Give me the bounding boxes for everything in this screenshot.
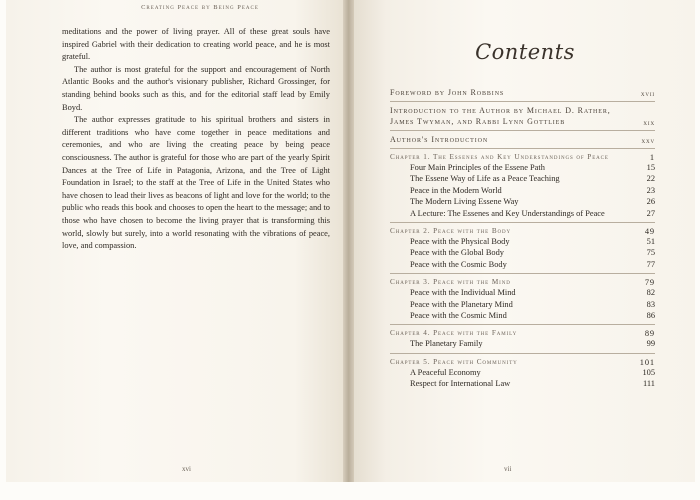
- toc-section-label: Peace in the Modern World: [410, 185, 502, 195]
- toc-chapter-label: Chapter 1. The Essenes and Key Understandings of Peace: [390, 153, 609, 161]
- toc-entry-label: Foreword by John Robbins: [390, 88, 505, 97]
- toc-section-page: 86: [646, 311, 655, 321]
- acknowledgments-text: [62, 26, 330, 253]
- toc-section-page: 75: [646, 248, 655, 258]
- running-head: Creating Peace by Being Peace: [141, 4, 259, 11]
- toc-section[interactable]: [390, 287, 655, 298]
- toc-section-page: 26: [646, 197, 655, 207]
- toc-section[interactable]: [390, 173, 655, 184]
- divider: [390, 101, 655, 102]
- toc-section-label: A Lecture: The Essenes and Key Understandings of Peace: [410, 208, 605, 218]
- toc-section-label: Peace with the Individual Mind: [410, 288, 516, 298]
- toc-chapter-page: 1: [649, 153, 655, 162]
- page-number-right: vii: [504, 465, 512, 473]
- divider: [390, 222, 655, 223]
- table-of-contents: [390, 87, 655, 390]
- divider: [390, 273, 655, 274]
- toc-chapter-page: 79: [644, 278, 655, 288]
- toc-section[interactable]: [390, 367, 655, 378]
- toc-section[interactable]: [390, 247, 655, 258]
- toc-section-label: Peace with the Cosmic Mind: [410, 311, 507, 321]
- toc-chapter-5[interactable]: [390, 357, 655, 367]
- toc-section[interactable]: [390, 378, 655, 389]
- toc-section-label: Four Main Principles of the Essene Path: [410, 163, 545, 172]
- toc-section-page: 105: [642, 367, 655, 377]
- divider: [390, 353, 655, 354]
- toc-chapter-page: 101: [639, 357, 655, 367]
- toc-section[interactable]: [390, 162, 655, 173]
- toc-section-label: Peace with the Planetary Mind: [410, 299, 513, 309]
- toc-section-label: Peace with the Physical Body: [410, 237, 510, 247]
- toc-chapter-page: 49: [644, 227, 655, 237]
- toc-section-page: 77: [646, 259, 655, 269]
- toc-section[interactable]: [390, 208, 655, 219]
- book-gutter: [343, 0, 354, 482]
- toc-chapter-2[interactable]: [390, 226, 655, 236]
- toc-entry[interactable]: [390, 134, 655, 145]
- toc-chapter-3[interactable]: [390, 277, 655, 287]
- toc-section-page: 15: [646, 163, 655, 172]
- toc-chapter-label: Chapter 2. Peace with the Body: [390, 227, 512, 236]
- toc-entry[interactable]: [390, 87, 655, 98]
- toc-entry-label: Author's Introduction: [390, 135, 489, 144]
- toc-section-label: Peace with the Cosmic Body: [410, 259, 507, 269]
- toc-chapter-label: Chapter 5. Peace with Community: [390, 357, 518, 366]
- toc-section-label: The Planetary Family: [410, 339, 483, 349]
- toc-section-page: 99: [646, 339, 655, 349]
- toc-entry-page: xvii: [640, 89, 655, 98]
- paragraph: meditations and the power of living prayer. All of these great souls have inspired Gabriel with their dedication to creating world peace, and he is most grateful.: [62, 27, 330, 62]
- toc-entry-page: xix: [643, 118, 655, 127]
- toc-section[interactable]: [390, 236, 655, 247]
- toc-entry-label: Introduction to the Author by Michael D. Rather, James Twyman, and Rabbi Lynn Gottlieb: [390, 106, 611, 126]
- toc-section-label: The Essene Way of Life as a Peace Teaching: [410, 174, 560, 184]
- toc-entry[interactable]: [390, 105, 655, 127]
- toc-section-page: 27: [646, 208, 655, 218]
- divider: [390, 130, 655, 131]
- toc-section-label: Peace with the Global Body: [410, 248, 504, 258]
- divider: [390, 324, 655, 325]
- toc-entry-page: xxv: [641, 136, 655, 145]
- toc-section[interactable]: [390, 299, 655, 310]
- toc-section-page: 82: [646, 288, 655, 298]
- toc-section-label: A Peaceful Economy: [410, 367, 481, 377]
- toc-chapter-page: 89: [644, 329, 655, 339]
- toc-section-page: 51: [646, 237, 655, 247]
- contents-title: Contents: [475, 40, 575, 64]
- paragraph: The author expresses gratitude to his spiritual brothers and sisters in different traditions who have come together in peace meditations and ceremonies, and who are living the creating peace by being peace consciousness. The author is grateful for those who are part of the yearly Spirit Dances at the Tree of Life in Patagonia, Arizona, and the Tree of Light Foundation in Israel; to the staff at the Tree of Life in the United States who have chosen to lead their lives as beacons of light and love for the world; to the public who reads this book and chooses to open the heart to the message; and to those who have chosen to become the living prayer that is transforming this world, slowly but surely, into a world resonating with the vibrations of peace, love, and compassion.: [62, 115, 330, 251]
- toc-section-label: The Modern Living Essene Way: [410, 197, 519, 207]
- page-number-left: xvi: [182, 465, 191, 473]
- toc-section[interactable]: [390, 259, 655, 270]
- toc-chapter-label: Chapter 3. Peace with the Mind: [390, 278, 511, 287]
- toc-chapter-label: Chapter 4. Peace with the Family: [390, 329, 518, 338]
- toc-section[interactable]: [390, 338, 655, 349]
- toc-section-page: 111: [643, 379, 655, 389]
- divider: [390, 148, 655, 149]
- toc-section[interactable]: [390, 196, 655, 207]
- toc-section[interactable]: [390, 310, 655, 321]
- toc-chapter-1[interactable]: [390, 152, 655, 162]
- toc-section-page: 22: [646, 174, 655, 184]
- toc-section-page: 23: [646, 185, 655, 195]
- toc-chapter-4[interactable]: [390, 328, 655, 338]
- toc-section-label: Respect for International Law: [410, 379, 511, 389]
- toc-section-page: 83: [646, 299, 655, 309]
- toc-section[interactable]: [390, 185, 655, 196]
- paragraph: The author is most grateful for the support and encouragement of North Atlantic Books and the author's visionary publisher, Richard Grossinger, for standing behind books such as this, and for the editorial staff lead by Emily Boyd.: [62, 64, 330, 112]
